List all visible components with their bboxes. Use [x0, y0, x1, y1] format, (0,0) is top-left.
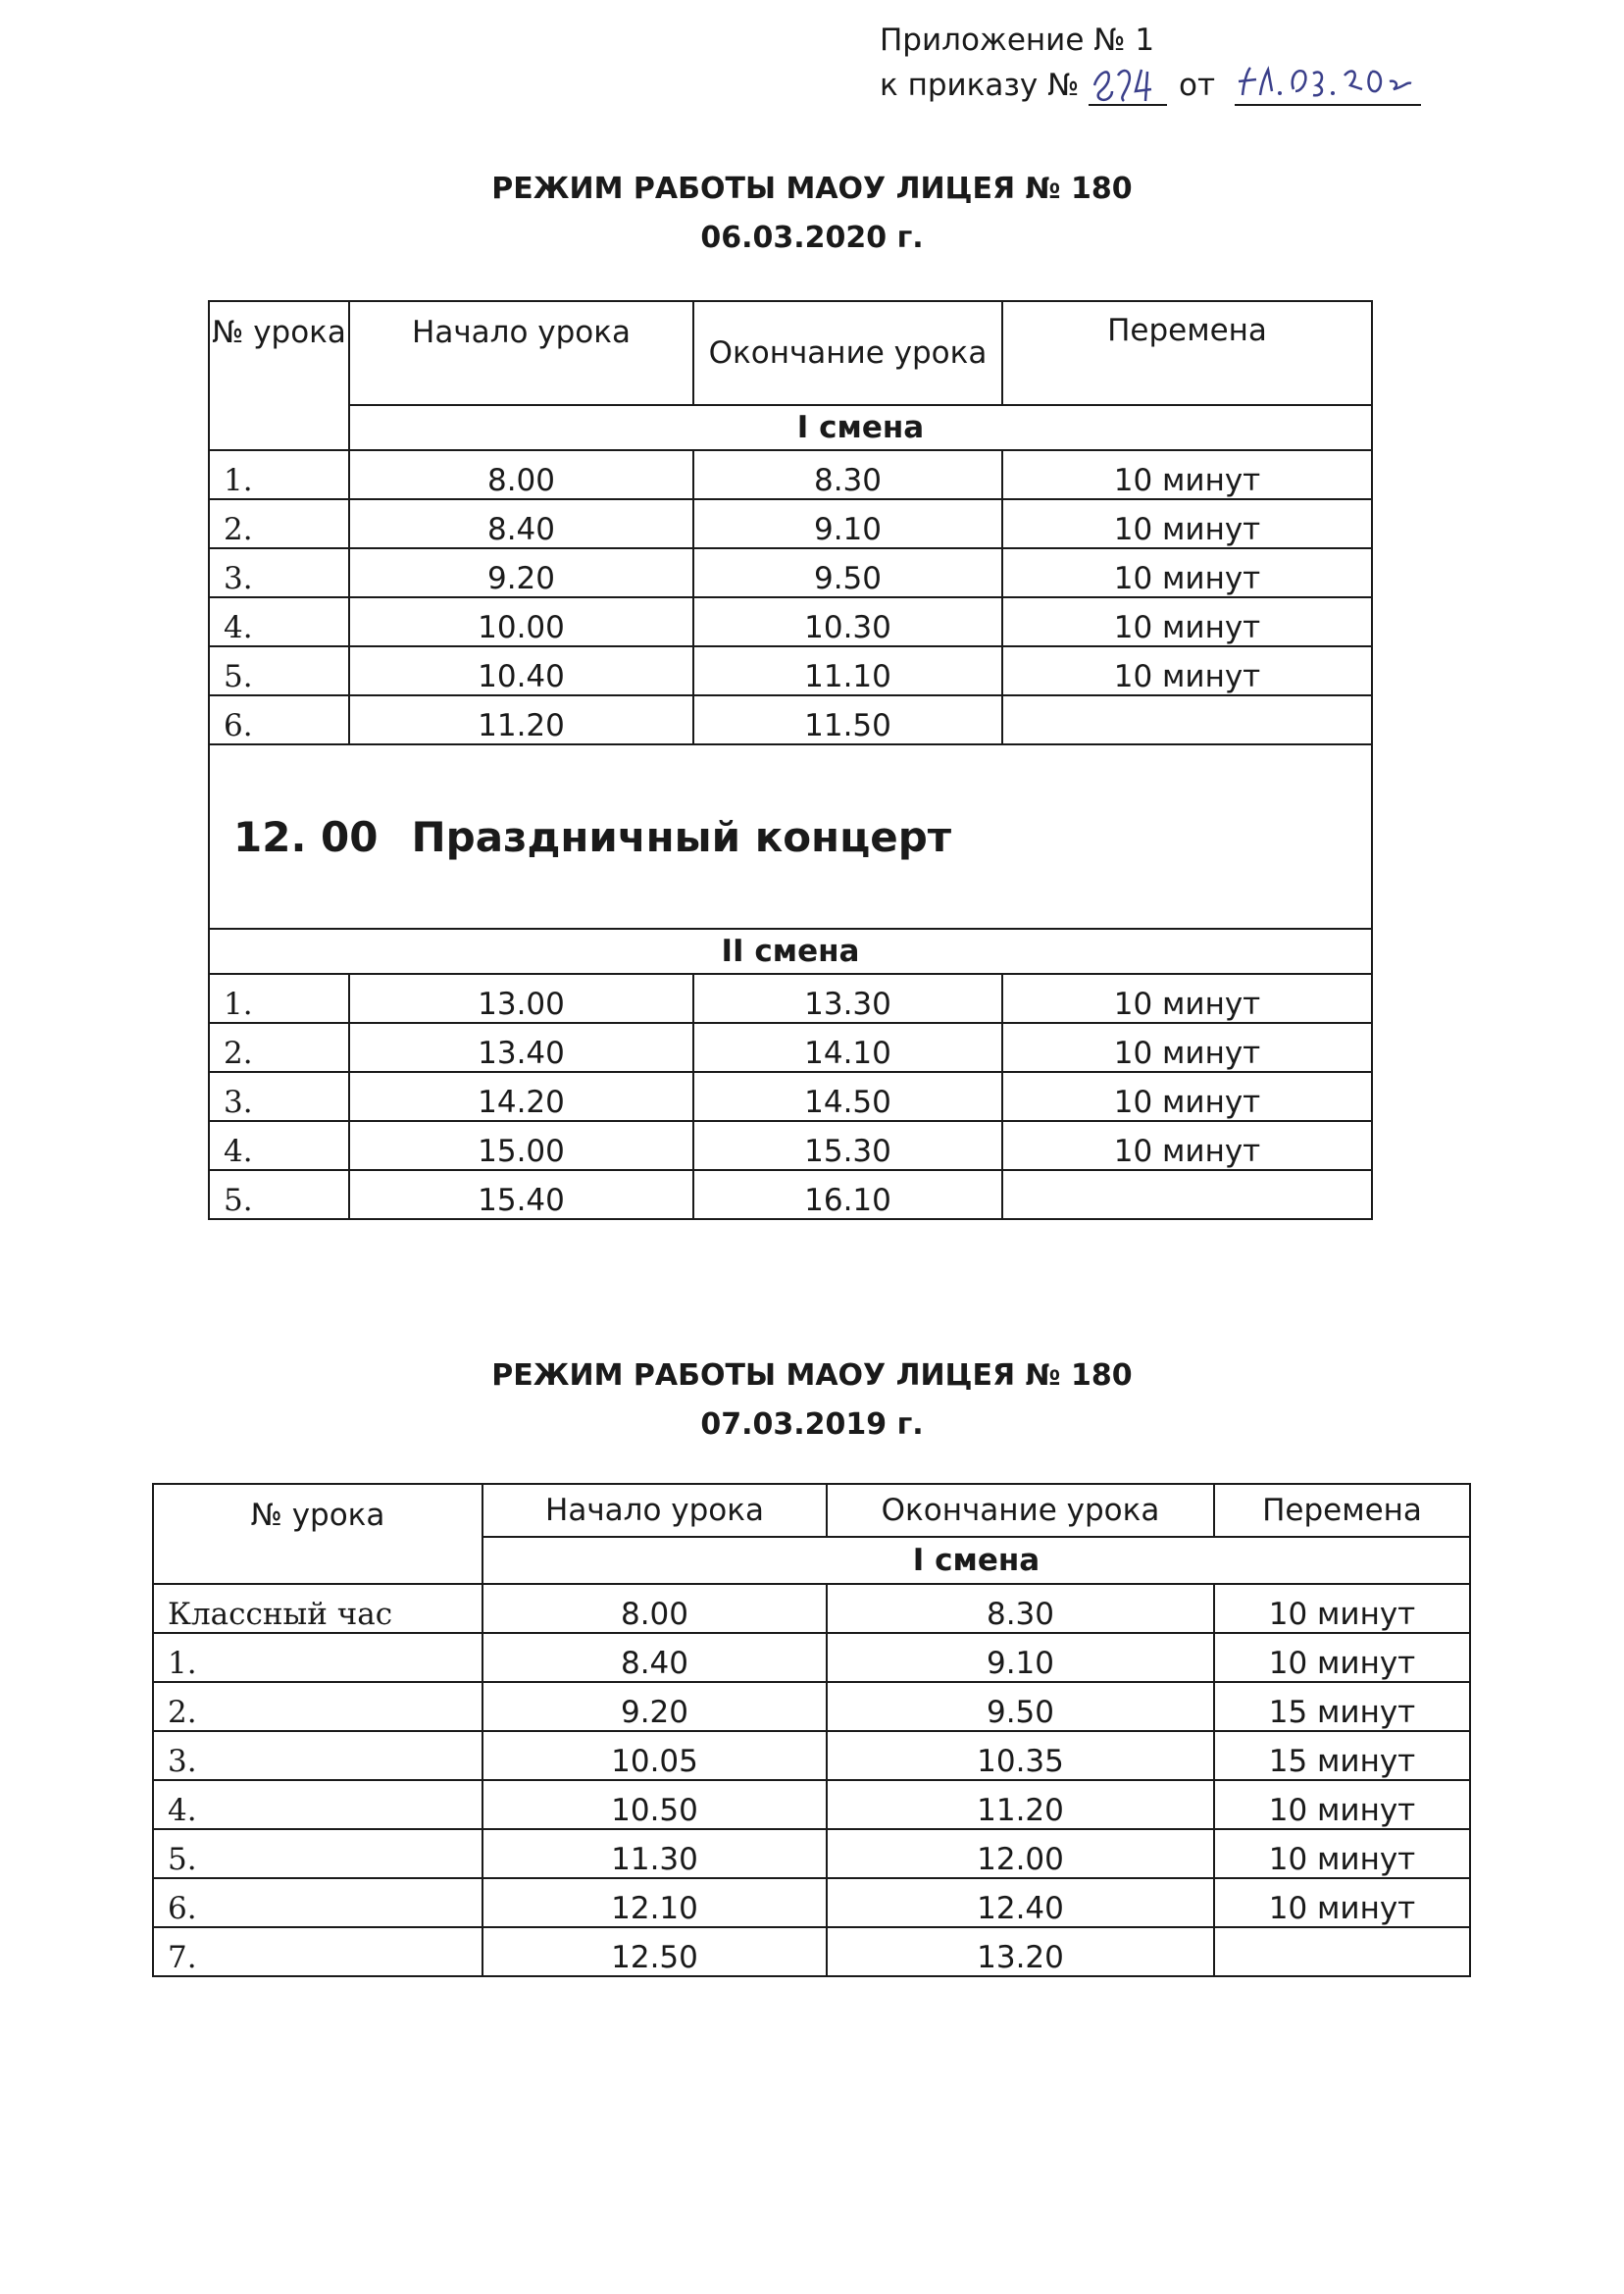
start-time-cell: 11.30 — [482, 1829, 827, 1878]
header-break: Перемена — [1214, 1484, 1470, 1537]
table-row — [153, 1878, 1470, 1927]
order-number-signature — [1089, 52, 1169, 107]
break-duration-cell: 10 минут — [1214, 1780, 1470, 1829]
break-duration-cell: 10 минут — [1002, 1072, 1372, 1121]
row-number-cell: 7. — [153, 1927, 482, 1976]
end-time-cell: 11.20 — [827, 1780, 1214, 1829]
end-time-cell: 11.50 — [693, 695, 1002, 744]
table-row — [153, 1682, 1470, 1731]
end-time-cell: 13.30 — [693, 974, 1002, 1023]
table-row — [209, 499, 1372, 548]
end-time-cell: 14.50 — [693, 1072, 1002, 1121]
order-date-signature — [1235, 52, 1423, 107]
table-row — [153, 1927, 1470, 1976]
appendix-line2 — [880, 63, 1423, 108]
end-time-cell: 10.35 — [827, 1731, 1214, 1780]
end-time-cell: 9.50 — [827, 1682, 1214, 1731]
shift-label-row — [209, 405, 1372, 450]
shift1-rows — [209, 450, 1372, 744]
shift2-label: II смена — [209, 929, 1372, 974]
schedule2-title-block — [0, 1351, 1624, 1450]
table-row — [209, 1170, 1372, 1219]
start-time-cell: 10.50 — [482, 1780, 827, 1829]
schedule1-title: РЕЖИМ РАБОТЫ МАОУ ЛИЦЕЯ № 180 — [491, 172, 1133, 206]
appendix-header — [880, 18, 1423, 108]
start-time-cell: 12.50 — [482, 1927, 827, 1976]
start-time-cell: 8.40 — [349, 499, 693, 548]
break-duration-cell: 10 минут — [1002, 1121, 1372, 1170]
row-number-cell: 3. — [209, 1072, 349, 1121]
row-number-cell: 2. — [153, 1682, 482, 1731]
appendix-line1: Приложение № 1 — [880, 23, 1155, 58]
order-date-prefix: от — [1179, 68, 1216, 103]
row-number-cell: 5. — [153, 1829, 482, 1878]
end-time-cell: 9.10 — [827, 1633, 1214, 1682]
end-time-cell: 10.30 — [693, 597, 1002, 646]
header-end: Окончание урока — [693, 301, 1002, 405]
table-row — [153, 1780, 1470, 1829]
schedule2-date: 07.03.2019 г. — [700, 1407, 924, 1442]
end-time-cell: 15.30 — [693, 1121, 1002, 1170]
start-time-cell: 11.20 — [349, 695, 693, 744]
row-number-cell: 6. — [153, 1878, 482, 1927]
shift1-label: I смена — [349, 405, 1372, 450]
concert-cell — [209, 744, 1372, 929]
row-number-cell: 3. — [153, 1731, 482, 1780]
order-prefix: к приказу № — [880, 68, 1080, 103]
schedule1-table — [208, 300, 1373, 1220]
break-duration-cell: 10 минут — [1002, 646, 1372, 695]
table-row — [153, 1731, 1470, 1780]
start-time-cell: 8.00 — [349, 450, 693, 499]
table-header-row — [153, 1484, 1470, 1537]
break-duration-cell: 10 минут — [1214, 1878, 1470, 1927]
end-time-cell: 12.00 — [827, 1829, 1214, 1878]
end-time-cell: 8.30 — [827, 1584, 1214, 1633]
break-duration-cell: 10 минут — [1214, 1829, 1470, 1878]
schedule1-date: 06.03.2020 г. — [700, 221, 924, 255]
row-number-cell: 1. — [209, 974, 349, 1023]
break-duration-cell: 10 минут — [1214, 1584, 1470, 1633]
start-time-cell: 10.40 — [349, 646, 693, 695]
break-duration-cell: 10 минут — [1002, 548, 1372, 597]
start-time-cell: 8.40 — [482, 1633, 827, 1682]
row-number-cell: 1. — [209, 450, 349, 499]
start-time-cell: 13.40 — [349, 1023, 693, 1072]
schedule1-title-block — [0, 165, 1624, 263]
table-row — [209, 1121, 1372, 1170]
concert-row — [209, 744, 1372, 929]
end-time-cell: 8.30 — [693, 450, 1002, 499]
schedule2-title: РЕЖИМ РАБОТЫ МАОУ ЛИЦЕЯ № 180 — [491, 1358, 1133, 1393]
break-duration-cell: 15 минут — [1214, 1731, 1470, 1780]
break-duration-cell: 10 минут — [1002, 1023, 1372, 1072]
header-num: № урока — [153, 1484, 482, 1584]
row-number-cell: 4. — [209, 597, 349, 646]
table-row — [209, 646, 1372, 695]
header-num: № урока — [209, 301, 349, 450]
row-number-cell: 2. — [209, 1023, 349, 1072]
end-time-cell: 9.10 — [693, 499, 1002, 548]
header-end: Окончание урока — [827, 1484, 1214, 1537]
break-duration-cell: 10 минут — [1214, 1633, 1470, 1682]
end-time-cell: 11.10 — [693, 646, 1002, 695]
table-row — [209, 597, 1372, 646]
row-number-cell: 1. — [153, 1633, 482, 1682]
start-time-cell: 12.10 — [482, 1878, 827, 1927]
table-row — [209, 450, 1372, 499]
start-time-cell: 15.00 — [349, 1121, 693, 1170]
table-row — [209, 548, 1372, 597]
row-number-cell: 4. — [153, 1780, 482, 1829]
row-number-cell: 3. — [209, 548, 349, 597]
table-row — [209, 974, 1372, 1023]
break-duration-cell: 10 минут — [1002, 499, 1372, 548]
start-time-cell: 8.00 — [482, 1584, 827, 1633]
header-start: Начало урока — [482, 1484, 827, 1537]
row-number-cell: 2. — [209, 499, 349, 548]
schedule2-table — [152, 1483, 1471, 1977]
start-time-cell: 10.05 — [482, 1731, 827, 1780]
header-break: Перемена — [1002, 301, 1372, 405]
start-time-cell: 9.20 — [349, 548, 693, 597]
break-duration-cell — [1214, 1927, 1470, 1976]
concert-time: 12. 00 — [233, 812, 379, 861]
start-time-cell: 9.20 — [482, 1682, 827, 1731]
end-time-cell: 16.10 — [693, 1170, 1002, 1219]
row-number-cell: 4. — [209, 1121, 349, 1170]
table-row — [153, 1633, 1470, 1682]
concert-label: Праздничный концерт — [411, 812, 952, 861]
break-duration-cell: 10 минут — [1002, 450, 1372, 499]
table-row — [209, 1023, 1372, 1072]
shift1-label: I смена — [482, 1537, 1470, 1584]
schedule2-rows — [153, 1584, 1470, 1976]
start-time-cell: 15.40 — [349, 1170, 693, 1219]
break-duration-cell: 10 минут — [1002, 597, 1372, 646]
table-row — [153, 1829, 1470, 1878]
start-time-cell: 13.00 — [349, 974, 693, 1023]
break-duration-cell: 10 минут — [1002, 974, 1372, 1023]
break-duration-cell: 15 минут — [1214, 1682, 1470, 1731]
break-duration-cell — [1002, 695, 1372, 744]
table-row — [209, 1072, 1372, 1121]
table-header-row — [209, 301, 1372, 405]
row-number-cell: 6. — [209, 695, 349, 744]
shift-label-row — [209, 929, 1372, 974]
end-time-cell: 9.50 — [693, 548, 1002, 597]
end-time-cell: 12.40 — [827, 1878, 1214, 1927]
table-row — [153, 1584, 1470, 1633]
header-start: Начало урока — [349, 301, 693, 405]
end-time-cell: 13.20 — [827, 1927, 1214, 1976]
row-number-cell: 5. — [209, 646, 349, 695]
shift2-rows — [209, 974, 1372, 1219]
row-number-cell: 5. — [209, 1170, 349, 1219]
end-time-cell: 14.10 — [693, 1023, 1002, 1072]
table-row — [209, 695, 1372, 744]
break-duration-cell — [1002, 1170, 1372, 1219]
row-number-cell: Классный час — [153, 1584, 482, 1633]
start-time-cell: 14.20 — [349, 1072, 693, 1121]
start-time-cell: 10.00 — [349, 597, 693, 646]
